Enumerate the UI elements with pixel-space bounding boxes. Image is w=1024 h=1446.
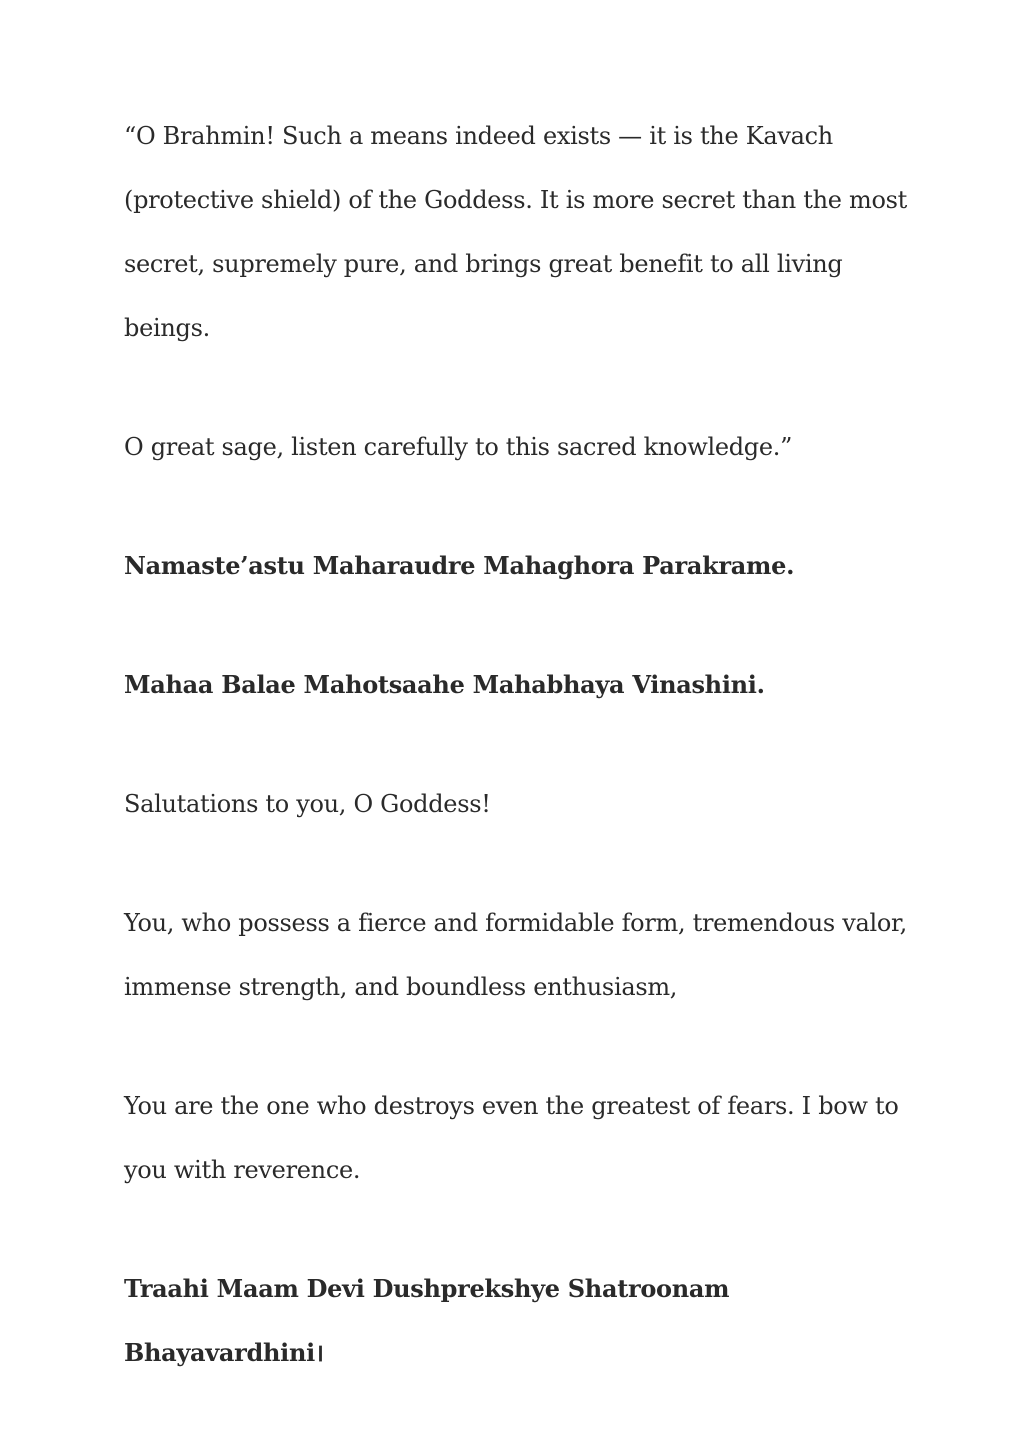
mantra-line-1: Namaste’astu Maharaudre Mahaghora Parakrame. — [124, 551, 795, 580]
paragraph-listen: O great sage, listen carefully to this sacred knowledge.” — [124, 433, 793, 461]
paragraph-kavach-intro: “O Brahmin! Such a means indeed exists — it is the Kavach (protective shield) of the Goddess. It is more secret than the most secret, supremely pure, and brings great benefit to all living beings. — [124, 122, 907, 342]
mantra-line-3: Traahi Maam Devi Dushprekshye Shatroonam Bhayavardhini। — [124, 1274, 730, 1367]
mantra-line-2: Mahaa Balae Mahotsaahe Mahabhaya Vinashini. — [124, 670, 765, 699]
document-page — [124, 104, 924, 1385]
paragraph-fierce-form: You, who possess a fierce and formidable form, tremendous valor, immense strength, and boundless enthusiasm, — [124, 909, 907, 1001]
paragraph-destroys-fears: You are the one who destroys even the greatest of fears. I bow to you with reverence. — [124, 1092, 899, 1184]
paragraph-salutations: Salutations to you, O Goddess! — [124, 790, 491, 818]
